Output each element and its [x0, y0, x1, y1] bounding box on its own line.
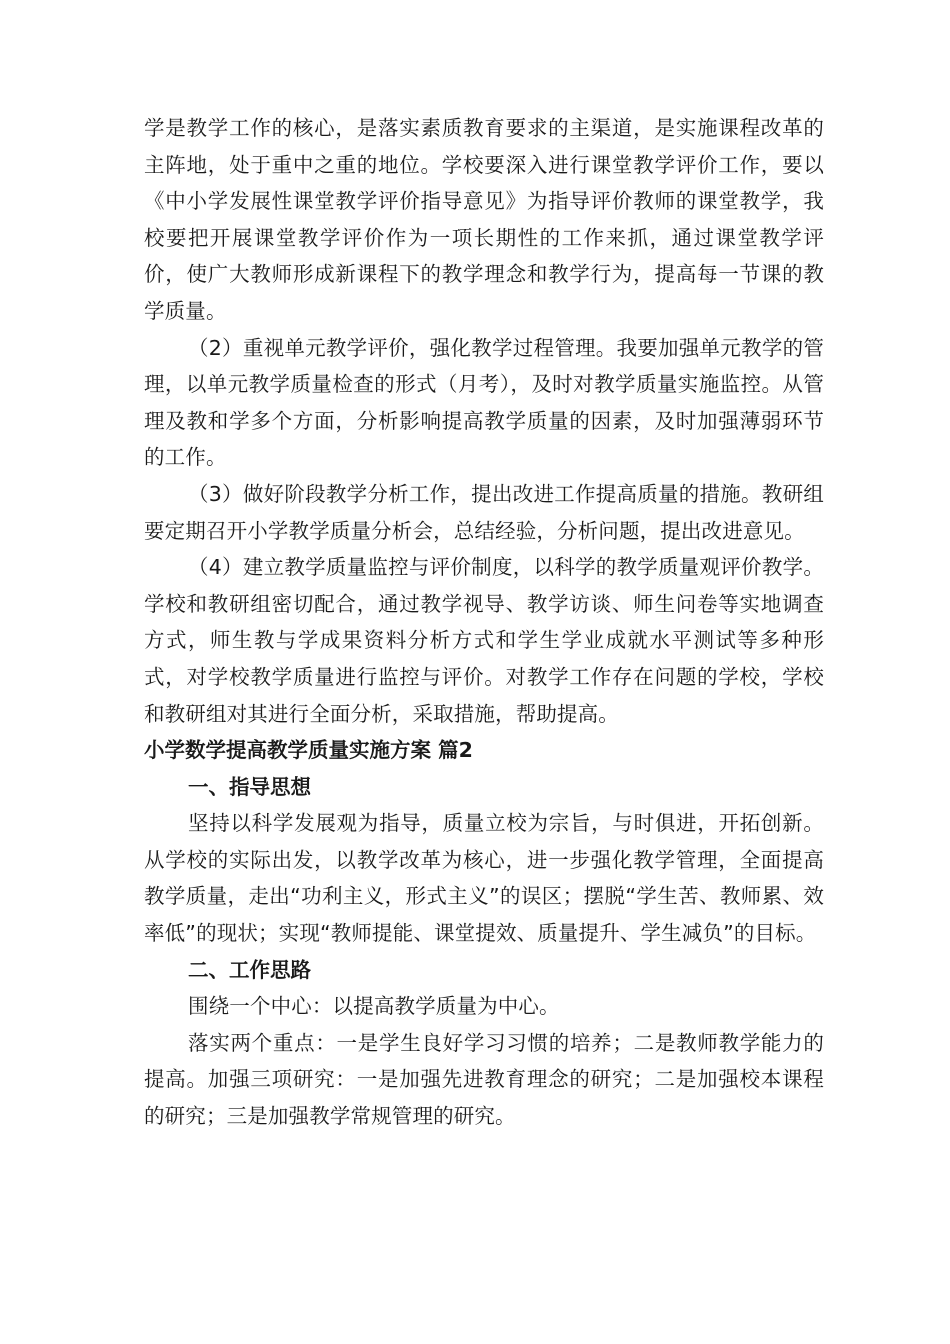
focus-center-paragraph: 围绕一个中心：以提高教学质量为中心。 [188, 994, 560, 1019]
item-2-paragraph: （2）重视单元教学评价，强化教学过程管理。我要加强单元教学的管理，以单元教学质量检查的形式（月考），及时对教学质量实施监控。从管理及教和学多个方面，分析影响提高教学质量的因素，及时加强薄弱环节的工作。 [144, 335, 824, 470]
key-points-paragraph: 落实两个重点：一是学生良好学习习惯的培养；二是教师教学能力的提高。加强三项研究：一是加强先进教育理念的研究；二是加强校本课程的研究；三是加强教学常规管理的研究。 [144, 1030, 824, 1129]
section-title: 小学数学提高教学质量实施方案 篇2 [144, 738, 473, 763]
heading-work-approach: 二、工作思路 [188, 957, 311, 982]
intro-paragraph: 学是教学工作的核心，是落实素质教育要求的主渠道，是实施课程改革的主阵地，处于重中之重的地位。学校要深入进行课堂教学评价工作，要以《中小学发展性课堂教学评价指导意见》为指导评价教师的课堂教学，我校要把开展课堂教学评价作为一项长期性的工作来抓，通过课堂教学评价，使广大教师形成新课程下的教学理念和教学行为，提高每一节课的教学质量。 [144, 116, 824, 323]
guiding-paragraph: 坚持以科学发展观为指导，质量立校为宗旨，与时俱进，开拓创新。从学校的实际出发，以教学改革为核心，进一步强化教学管理，全面提高教学质量，走出“功利主义，形式主义”的误区；摆脱“学生苦、教师累、效率低”的现状；实现“教师提能、课堂提效、质量提升、学生减负”的目标。 [144, 811, 824, 946]
document-body [144, 110, 824, 1135]
item-4-paragraph: （4）建立教学质量监控与评价制度，以科学的教学质量观评价教学。学校和教研组密切配合，通过教学视导、教学访谈、师生问卷等实地调查方式，师生教与学成果资料分析方式和学生学业成就水平测试等多种形式，对学校教学质量进行监控与评价。对教学工作存在问题的学校，学校和教研组对其进行全面分析，采取措施，帮助提高。 [144, 555, 824, 726]
item-3-paragraph: （3）做好阶段教学分析工作，提出改进工作提高质量的措施。教研组要定期召开小学教学质量分析会，总结经验，分析问题，提出改进意见。 [144, 481, 824, 543]
heading-guiding-ideology: 一、指导思想 [188, 774, 311, 799]
